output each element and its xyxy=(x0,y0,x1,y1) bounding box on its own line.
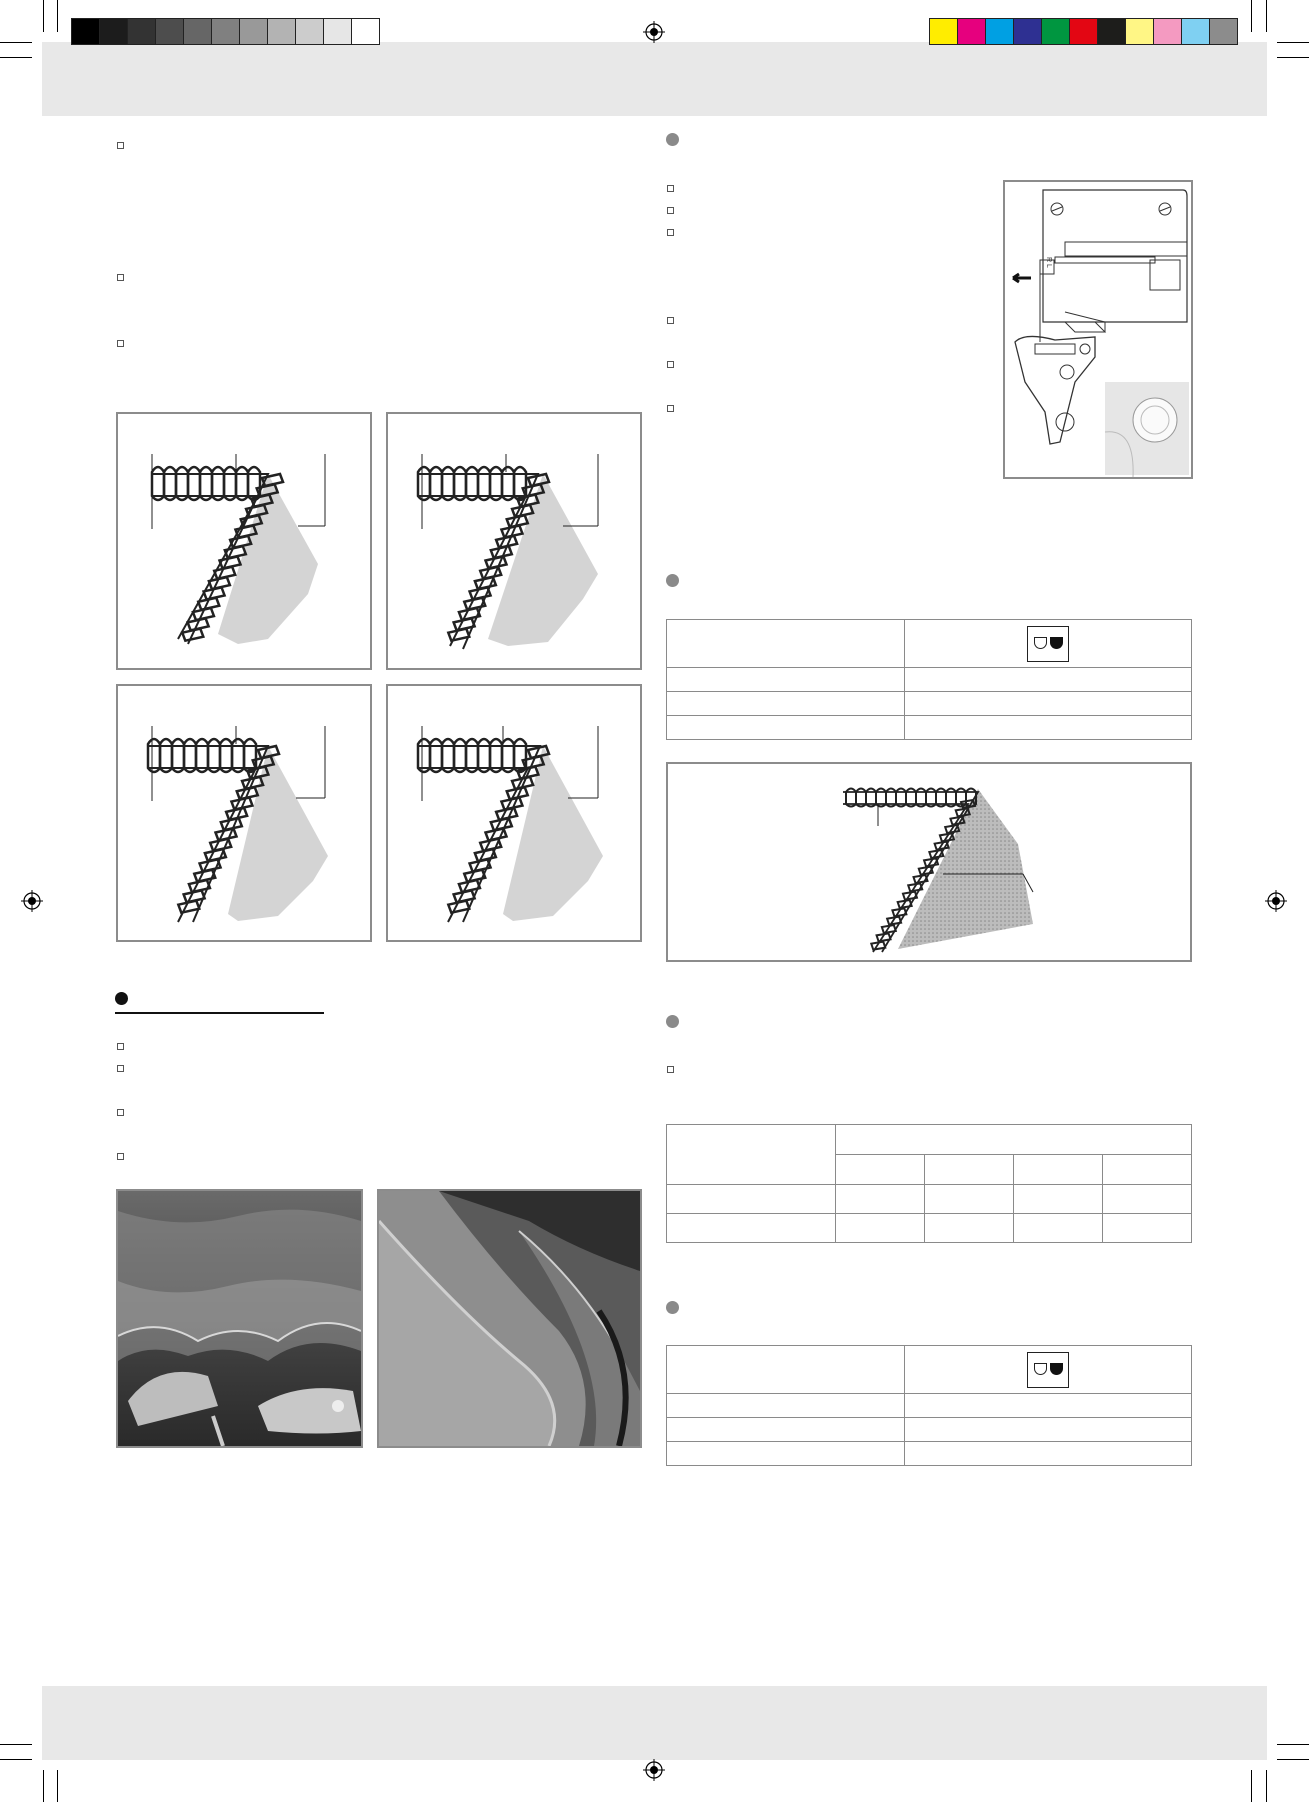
settings-table-1 xyxy=(666,619,1192,740)
square-bullet-icon xyxy=(117,1065,124,1072)
registration-mark-icon xyxy=(643,21,665,43)
table-cell xyxy=(836,1185,925,1214)
overlock-stitch-illustration xyxy=(388,414,640,668)
table-cell xyxy=(905,692,1192,716)
stitch-diagram-1 xyxy=(116,412,372,670)
settings-table-3 xyxy=(666,1345,1192,1466)
process-color-swatch xyxy=(1181,18,1210,45)
square-bullet-icon xyxy=(117,1043,124,1050)
table-cell xyxy=(836,1125,1192,1155)
table-cell xyxy=(905,1442,1192,1466)
table-cell xyxy=(925,1214,1014,1243)
square-bullet-icon xyxy=(667,317,674,324)
table-cell xyxy=(667,692,905,716)
table-cell xyxy=(905,1418,1192,1442)
stitch-finger-illustration xyxy=(1003,180,1193,479)
rolled-hem-diagram xyxy=(666,762,1192,962)
registration-mark-icon xyxy=(21,890,43,912)
table-cell xyxy=(667,716,905,740)
svg-text:R L: R L xyxy=(1045,257,1052,268)
table-cell xyxy=(1014,1155,1103,1185)
table-cell xyxy=(667,1185,836,1214)
stitch-loop xyxy=(178,901,199,913)
table-cell xyxy=(1103,1155,1192,1185)
stitch-diagram-4 xyxy=(386,684,642,942)
filled-circle-icon xyxy=(115,992,128,1005)
greyscale-swatch xyxy=(323,18,352,45)
greyscale-swatch xyxy=(71,18,100,45)
process-color-swatch xyxy=(1209,18,1238,45)
stitch-loop xyxy=(448,901,469,913)
process-color-swatch xyxy=(929,18,958,45)
table-cell xyxy=(1103,1214,1192,1243)
header-band xyxy=(42,42,1267,116)
square-bullet-icon xyxy=(117,274,124,281)
process-color-swatch xyxy=(985,18,1014,45)
process-color-swatch xyxy=(1069,18,1098,45)
process-color-swatch xyxy=(1125,18,1154,45)
registration-mark-icon xyxy=(1265,890,1287,912)
greyscale-swatch xyxy=(239,18,268,45)
grey-circle-icon xyxy=(666,1015,679,1028)
process-color-swatch xyxy=(1041,18,1070,45)
square-bullet-icon xyxy=(667,185,674,192)
table-cell xyxy=(836,1155,925,1185)
table-cell xyxy=(1103,1185,1192,1214)
table-cell xyxy=(667,1346,905,1394)
folded-fabric-illustration xyxy=(379,1191,640,1446)
greyscale-swatch xyxy=(295,18,324,45)
process-color-swatch xyxy=(1013,18,1042,45)
table-cell xyxy=(1014,1185,1103,1214)
greyscale-swatch xyxy=(211,18,240,45)
stitch-loop xyxy=(882,925,896,933)
half-moon-thread-icon xyxy=(1027,1352,1069,1388)
greyscale-swatch xyxy=(127,18,156,45)
table-cell xyxy=(905,668,1192,692)
grey-circle-icon xyxy=(666,133,679,146)
process-color-swatch xyxy=(1153,18,1182,45)
table-cell xyxy=(905,620,1192,668)
overlock-stitch-illustration xyxy=(118,686,370,940)
table-cell xyxy=(667,1442,905,1466)
table-cell xyxy=(667,620,905,668)
table-cell xyxy=(925,1155,1014,1185)
greyscale-swatch xyxy=(183,18,212,45)
overlock-stitch-illustration xyxy=(388,686,640,940)
grey-circle-icon xyxy=(666,1301,679,1314)
square-bullet-icon xyxy=(667,229,674,236)
square-bullet-icon xyxy=(117,1153,124,1160)
needle-plate-illustration xyxy=(1005,182,1191,477)
table-cell xyxy=(925,1185,1014,1214)
table-cell xyxy=(667,1214,836,1243)
stitch-loop xyxy=(877,933,891,941)
square-bullet-icon xyxy=(117,340,124,347)
registration-mark-icon xyxy=(643,1759,665,1781)
linen-napkin-photo xyxy=(377,1189,642,1448)
rolled-hem-illustration xyxy=(668,764,1190,960)
greyscale-swatch xyxy=(99,18,128,45)
tulle-hem-photo xyxy=(116,1189,363,1448)
greyscale-swatch xyxy=(267,18,296,45)
half-moon-thread-icon xyxy=(1027,626,1069,662)
square-bullet-icon xyxy=(117,142,124,149)
overlock-stitch-illustration xyxy=(118,414,370,668)
table-cell xyxy=(905,716,1192,740)
stitch-loop xyxy=(871,942,885,950)
greyscale-swatch xyxy=(155,18,184,45)
table-cell xyxy=(905,1394,1192,1418)
stitch-loop xyxy=(448,629,469,641)
square-bullet-icon xyxy=(117,1109,124,1116)
grey-circle-icon xyxy=(666,574,679,587)
table-cell xyxy=(836,1214,925,1243)
section-underline xyxy=(115,1012,324,1014)
dress-and-shoes-illustration xyxy=(118,1191,361,1446)
settings-table-2 xyxy=(666,1124,1192,1243)
square-bullet-icon xyxy=(667,207,674,214)
process-color-swatch xyxy=(1097,18,1126,45)
square-bullet-icon xyxy=(667,405,674,412)
table-cell xyxy=(905,1346,1192,1394)
table-cell xyxy=(667,1418,905,1442)
table-cell xyxy=(1014,1214,1103,1243)
table-cell xyxy=(667,1125,836,1185)
stitch-diagram-3 xyxy=(116,684,372,942)
greyscale-swatch xyxy=(351,18,380,45)
square-bullet-icon xyxy=(667,361,674,368)
table-cell xyxy=(667,668,905,692)
square-bullet-icon xyxy=(667,1066,674,1073)
stitch-diagram-2 xyxy=(386,412,642,670)
process-color-swatch xyxy=(957,18,986,45)
footer-band xyxy=(42,1686,1267,1760)
table-cell xyxy=(667,1394,905,1418)
